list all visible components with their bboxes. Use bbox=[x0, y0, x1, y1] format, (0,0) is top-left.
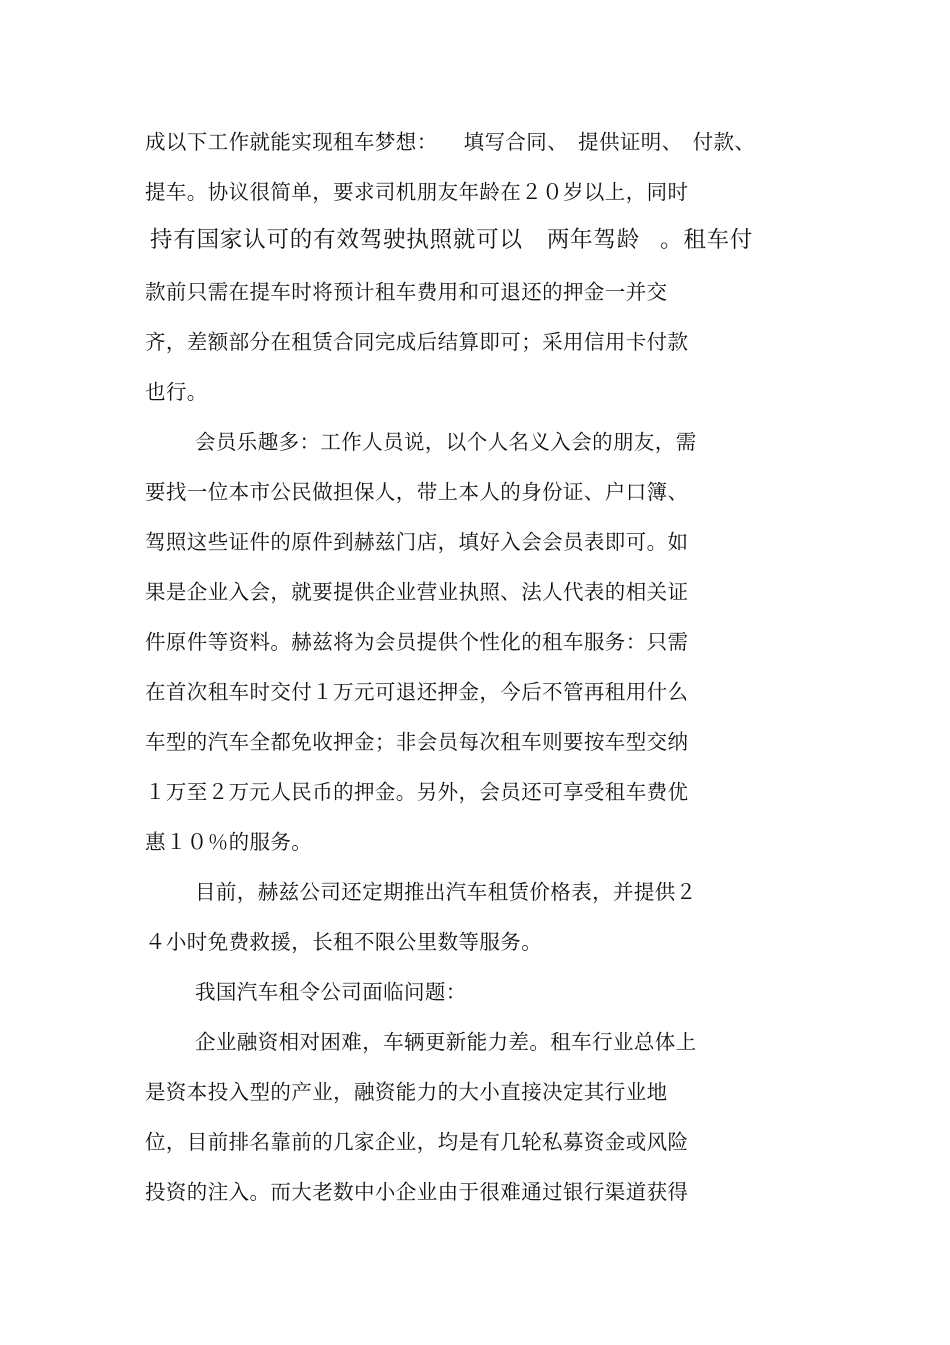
text-segment: 持有国家认可的有效驾驶执照就可以 bbox=[150, 227, 523, 253]
text-segment: 目前，赫兹公司还定期推出汽车租赁价格表，并提供２ bbox=[195, 880, 697, 904]
text-segment: 款前只需在提车时将预计租车费用和可退还的押金一并交 bbox=[145, 280, 668, 304]
text-segment: ４小时免费救援，长租不限公里数等服务。 bbox=[145, 930, 543, 954]
text-segment: 位，目前排名靠前的几家企业，均是有几轮私募资金或风险 bbox=[145, 1130, 689, 1154]
text-segment: 。租车付 bbox=[660, 227, 754, 253]
text-line-13 bbox=[145, 724, 688, 760]
text-line-15 bbox=[145, 824, 312, 860]
text-segment: 企业融资相对困难，车辆更新能力差。租车行业总体上 bbox=[195, 1030, 697, 1054]
text-line-3 bbox=[150, 222, 753, 258]
text-segment: 填写合同、 bbox=[463, 130, 569, 154]
text-line-1 bbox=[145, 124, 755, 160]
text-line-7 bbox=[195, 424, 697, 460]
text-segment: 提供证明、 bbox=[578, 130, 683, 154]
text-segment: 要找一位本市公民做担保人，带上本人的身份证、户口簿、 bbox=[145, 480, 689, 504]
text-segment: 惠１０％的服务。 bbox=[145, 830, 313, 854]
text-segment: 提车。协议很简单，要求司机朋友年龄在２０岁以上，同时 bbox=[145, 180, 689, 204]
text-segment: 果是企业入会，就要提供企业营业执照、法人代表的相关证 bbox=[145, 580, 689, 604]
text-segment: 齐，差额部分在租赁合同完成后结算即可；采用信用卡付款 bbox=[145, 330, 689, 354]
text-line-14 bbox=[145, 774, 688, 810]
text-segment: 驾照这些证件的原件到赫兹门店，填好入会会员表即可。如 bbox=[145, 530, 689, 554]
text-line-9 bbox=[145, 524, 688, 560]
text-line-10 bbox=[145, 574, 688, 610]
text-segment: 车型的汽车全都免收押金；非会员每次租车则要按车型交纳 bbox=[145, 730, 689, 754]
text-line-16 bbox=[195, 874, 697, 910]
text-line-18 bbox=[195, 974, 467, 1010]
text-segment: 我国汽车租令公司面临问题： bbox=[195, 980, 467, 1004]
text-line-12 bbox=[145, 674, 688, 710]
text-line-8 bbox=[145, 474, 688, 510]
text-segment: 是资本投入型的产业，融资能力的大小直接决定其行业地 bbox=[145, 1080, 668, 1104]
text-line-22 bbox=[145, 1174, 688, 1210]
text-segment: 也行。 bbox=[145, 380, 208, 404]
text-segment: 会员乐趣多：工作人员说，以个人名义入会的朋友，需 bbox=[195, 430, 697, 454]
text-line-4 bbox=[145, 274, 668, 310]
text-segment: 投资的注入。而大老数中小企业由于很难通过银行渠道获得 bbox=[145, 1180, 689, 1204]
text-line-5 bbox=[145, 324, 688, 360]
text-segment: 在首次租车时交付１万元可退还押金，今后不管再租用什么 bbox=[145, 680, 689, 704]
text-line-21 bbox=[145, 1124, 688, 1160]
text-line-2 bbox=[145, 174, 688, 210]
text-line-6 bbox=[145, 374, 208, 410]
text-segment: 件原件等资料。赫兹将为会员提供个性化的租车服务：只需 bbox=[145, 630, 689, 654]
text-segment: 成以下工作就能实现租车梦想： bbox=[145, 130, 438, 154]
text-line-20 bbox=[145, 1074, 668, 1110]
text-line-19 bbox=[195, 1024, 697, 1060]
text-line-17 bbox=[145, 924, 542, 960]
text-segment: 两年驾龄 bbox=[546, 227, 641, 253]
text-segment: 付款、 bbox=[692, 130, 756, 154]
text-segment: １万至２万元人民币的押金。另外，会员还可享受租车费优 bbox=[145, 780, 689, 804]
text-line-11 bbox=[145, 624, 688, 660]
